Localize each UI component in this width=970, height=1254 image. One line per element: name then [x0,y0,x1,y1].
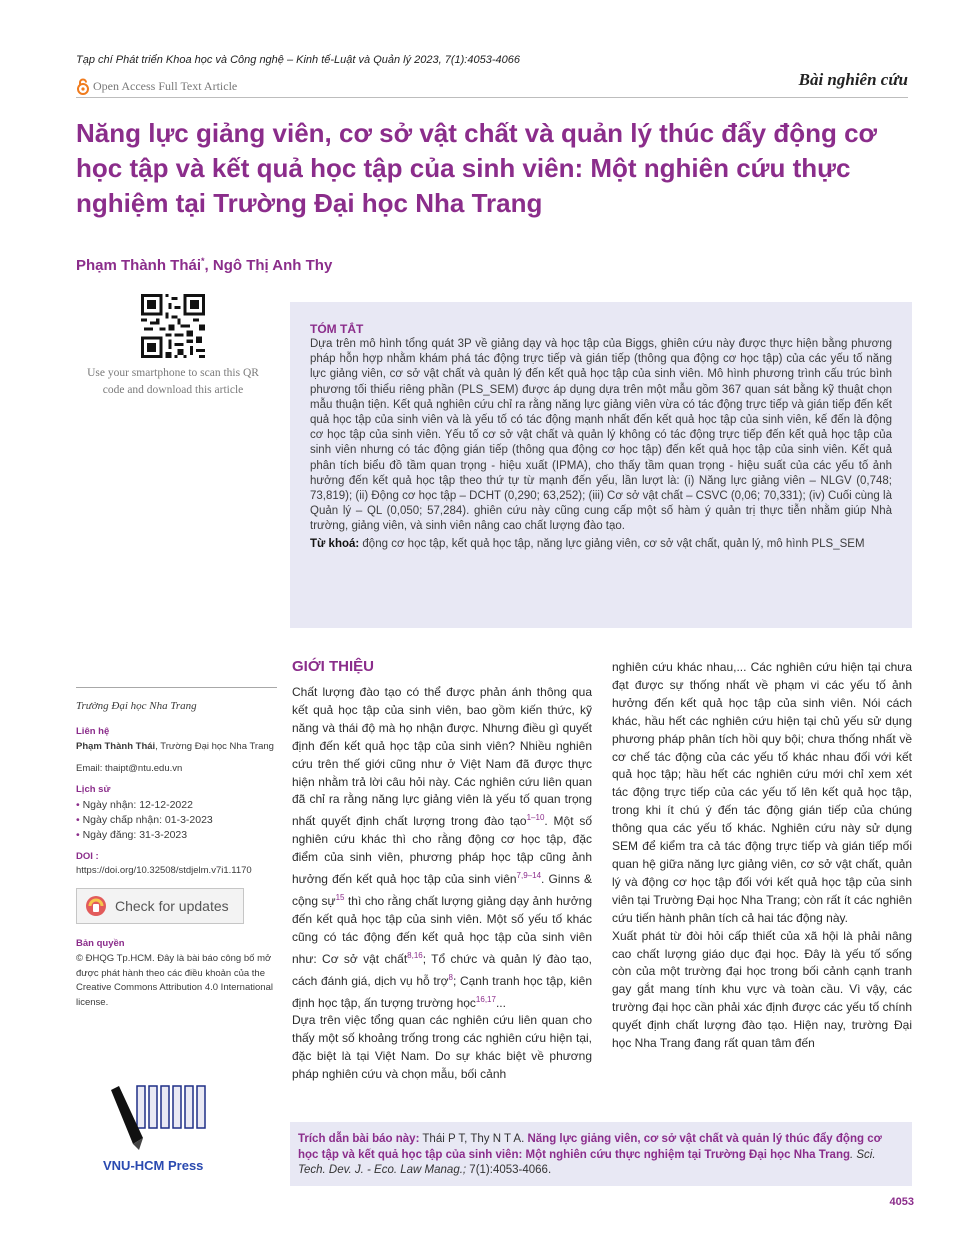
contact-heading: Liên hệ [76,726,110,737]
history-list [76,798,277,843]
cite-this-article-box [290,1122,912,1186]
corresponding-mark: * [201,256,205,266]
history-heading: Lịch sử [76,784,111,795]
keywords-label: Từ khoá: [310,537,360,550]
journal-citation-line: Tạp chí Phát triển Khoa học và Công nghệ – Kinh tế-Luật và Quản lý 2023, 7(1):4053-4066 [76,54,520,66]
body-paragraph: Dựa trên việc tổng quan các nghiên cứu liên quan cho thấy một số khoảng trống trong các nghiên cứu hiện tại, đặc biệt là tại Việt Nam. Do sự khác biệt về phương pháp nghiên cứu và chọn mẫu, bối cảnh [292,1013,592,1082]
page-number: 4053 [889,1196,914,1208]
copyright-heading: Bản quyền [76,938,125,949]
citation-journal: . Sci. Tech. Dev. J. - Eco. Law Manag.; [298,1148,876,1176]
article-title: Năng lực giảng viên, cơ sở vật chất và quản lý thúc đẩy động cơ học tập và kết quả học tập của sinh viên: Một nghiên cứu thực nghiệm tại Trường Đại học Nha Trang [76,118,878,218]
body-paragraph: nghiên cứu khác nhau,... Các nghiên cứu hiện tại chưa đạt được sự thống nhất về phạm vi các yếu tố ảnh hưởng đến kết quả học tập của sinh viên. Nói cách khác, hầu hết các nghiên cứu hiện tại chủ yếu sử dụng phương pháp phân tích hồi quy bội; chưa thống nhất về cơ chế tác động của các yếu tố khác nhau đối với kết quả học tập; hầu hết các nghiên cứu mới chỉ xem xét tác động trực tiếp của các yếu tố lên kết quả học tập, trong khi ít chú ý đến tác động gián tiếp của chúng thông qua các yếu tố khác. Nghiên cứu này sử dụng SEM để kiểm tra cả tác động trực tiếp và gián tiếp mối quan hệ giữa năng lực giảng viên, cơ sở vật chất, quản lý và động cơ học tập đối với kết quả học tập của sinh viên tại Trường Đại học Nha Trang; còn rất ít các nghiên cứu tiến hành phân tích cả hai tác động này. [612,660,912,925]
body-column-right [612,659,912,1053]
author-separator: , [204,257,213,274]
abstract-text: Dựa trên mô hình tổng quát 3P về giảng dạy và học tập của Biggs, ghiên cứu này được thực hiện bằng phương pháp hỗn hợp nhằm khám phá tác động trực tiếp và gián tiếp (thông qua động cơ học tập) của các yếu tố năng lực giảng viên, cơ sở vật chất và quản lý đến kết quả học tập của sinh viên. Mô hình phương trình cấu trúc bình phương tối thiểu riêng phần (PLS_SEM) được áp dụng dựa trên một mẫu gồm 367 quan sát bằng kỹ thuật chọn mẫu thuận tiện. Kết quả nghiên cứu chỉ ra rằng năng lực giảng viên vừa có tác động trực tiếp và gián tiếp đến kết quả học tập của sinh viên và là yếu tố có tác động mạnh nhất đến kết quả học tập của sinh viên, kế đến là động cơ học tập của sinh viên. Yếu tố cơ sở vật chất và quản lý không có tác động trực tiếp đến kết quả học tập của sinh viên nhưng có tác động gián tiếp (thông qua động cơ học tập) đến kết quả học tập của sinh viên. Kết quả phân tích biểu đồ tầm quan trọng - hiệu xuất (IPMA), cho thấy tầm quan trọng - hiệu suất của các yếu tố ảnh hưởng đến kết quả học tập theo thứ tự từ mạnh đến yếu, lần lượt là: (i) Năng lực giảng viên – NLGV (0,748; 73,819); (ii) Động cơ học tập – DCHT (0,290; 63,252); (iii) Cơ sở vật chất – CSVC (0,06; 70,331); (iv) Cuối cùng là Quản lý – QL (0,050; 57,284). ghiên cứu này cũng cung cấp một số hàm ý quản trị thực tiễn nhằm giúp Nhà trường, giảng viên, và sinh viên nâng cao chất lượng đào tạo. [310,338,892,533]
qr-code[interactable] [141,294,205,358]
contact-info [76,740,277,754]
citation-ref[interactable]: 16,17 [475,994,496,1004]
abstract-heading: TÓM TẮT [310,322,364,336]
article-info-sidebar [76,687,277,1010]
affiliation: Trường Đại học Nha Trang [76,700,197,712]
contact-email[interactable]: Email: thaipt@ntu.edu.vn [76,763,183,774]
keywords-text: động cơ học tập, kết quả học tập, năng lực giảng viên, cơ sở vật chất, quản lý, mô hình PLS_SEM [359,537,865,550]
abstract-panel [290,302,912,628]
citation-ref[interactable]: 15 [335,892,345,902]
citation-authors: Thái P T, Thy N T A. [419,1133,528,1145]
publisher-logo [103,1082,223,1152]
check-for-updates-label: Check for updates [115,898,229,914]
citation-ref[interactable]: 7,9–14 [516,871,542,881]
body-column-left [292,684,592,1084]
open-access-label: Open Access Full Text Article [93,78,238,93]
copyright-text: © ĐHQG Tp.HCM. Đây là bài báo công bố mở được phát hành theo các điều khoản của the Creative Commons Attribution 4.0 International license. [76,953,273,1008]
citation-volume: 7(1):4053-4066. [466,1164,552,1176]
doi-heading: DOI : [76,851,99,862]
citation-ref[interactable]: 1–10 [526,813,545,823]
body-paragraph: Chất lượng đào tạo có thể được phản ánh thông qua kết quả học tập của sinh viên, bao gồm kiến thức, kỹ năng và thái độ mà họ nhận được. Nhưng điều gì quyết định đến kết quả học tập của sinh viên? Nhiều nghiên cứu trên thế giới cũng như ở Việt Nam đã được thực hiện nhằm trả lời câu hỏi này. Các nghiên cứu liên quan đã chỉ ra rằng năng lực giảng viên là yếu tố quan trọng nhất quyết định chất lượng trong đào tạo$^{1-10}$. Một số nghiên cứu khác thì cho rằng động cơ học tập, đặc điểm của sinh viên, phương pháp học tập cũng ảnh hưởng đến kết quả học tập của sinh viên$^{7,9-14}$. Ginns & cộng sự$^{15}$ thì cho rằng chất lượng giảng dạy ảnh hưởng đến kết quả học tập của sinh viên. Một số yếu tố khác cũng có tác động đến kết quả học tập của sinh viên như: Cơ sở vật chất$^{8,16}$; Tổ chức và quản lý đào tạo, cách đánh giá, dịch vụ hỗ trợ$^8$; Cạnh tranh học tập, kiên định học tập, ấn tượng trường học$^{16,17}$... [292,685,593,1010]
citation-title: Năng lực giảng viên, cơ sở vật chất và quản lý thúc đẩy động cơ học tập và kết quả học tập của sinh viên: Một nghiên cứu thực nghiệm tại Trường Đại học Nha Trang [298,1133,882,1161]
history-accepted: • Ngày chấp nhận: 01-3-2023 [76,813,277,828]
citation-label: Trích dẫn bài báo này: [298,1133,420,1145]
author-name[interactable]: Ngô Thị Anh Thy [212,257,333,274]
article-type: Bài nghiên cứu [798,70,908,89]
doi-link[interactable]: https://doi.org/10.32508/stdjelm.v7i1.1170 [76,865,252,876]
keywords [310,537,892,552]
open-access-line [76,77,237,95]
section-heading-introduction: GIỚI THIỆU [292,658,374,675]
history-received: • Ngày nhận: 12-12-2022 [76,798,277,813]
check-for-updates-icon [85,895,107,917]
header-divider [76,97,908,98]
contact-affiliation: , Trường Đại học Nha Trang [155,741,274,752]
open-access-icon [76,78,90,95]
contact-name: Phạm Thành Thái [76,741,156,752]
author-list [76,256,332,274]
publisher-name: VNU-HCM Press [103,1158,204,1173]
history-published: • Ngày đăng: 31-3-2023 [76,828,277,843]
body-paragraph: Xuất phát từ đòi hỏi cấp thiết của xã hội là phải nâng cao chất lượng giáo dục đại học. Đây là yếu tố sống còn của một trường đại học trong bối cảnh cạnh tranh gay gắt mang tính khu vực và toàn cầu. Vì vậy, các trường đại học cần phải xác định được các yếu tố chính quyết định chất lượng đào tạo. Hiện nay, trường Đại học Nha Trang đang rất quan tâm đến [612,928,912,1051]
qr-caption: Use your smartphone to scan this QR code and download this article [87,367,259,396]
author-name[interactable]: Phạm Thành Thái [76,257,202,274]
citation-ref[interactable]: 8 [448,972,453,982]
citation-ref[interactable]: 8,16 [407,950,423,960]
check-for-updates-button[interactable] [76,888,244,924]
